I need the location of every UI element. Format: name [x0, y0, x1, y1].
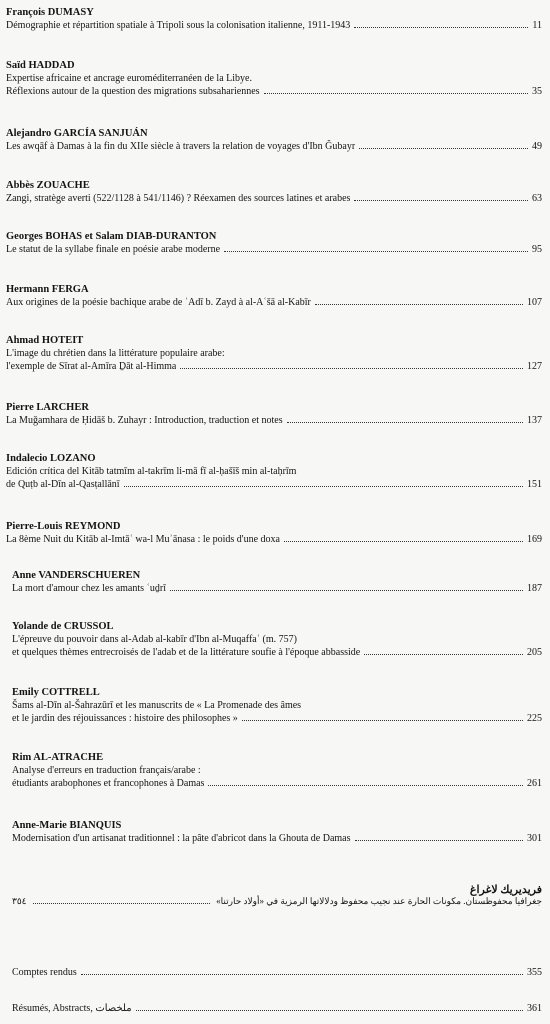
entry-author: Georges BOHAS et Salam DIAB-DURANTON: [6, 231, 217, 242]
dot-leader: [364, 646, 523, 655]
entry-title: de Quṭb al-Dīn al-Qasṭallānī: [6, 479, 120, 490]
page-number: 301: [527, 833, 542, 844]
page-number: 95: [532, 244, 542, 255]
entry-title: Zangi, stratège averti (522/1128 à 541/1146) ? Réexamen des sources latines et arabes: [6, 193, 351, 204]
entry-title: Réflexions autour de la question des migrations subsahariennes: [6, 86, 260, 97]
entry-author: Emily COTTRELL: [12, 687, 100, 698]
entry-title: étudiants arabophones et francophones à Damas: [12, 778, 205, 789]
entry-title-line: [6, 19, 542, 32]
toc-entry: [6, 230, 542, 256]
toc-entry: [6, 401, 542, 427]
page-number: 49: [532, 141, 542, 152]
dot-leader: [124, 478, 523, 487]
page-number: 261: [527, 778, 542, 789]
entry-title: Analyse d'erreurs en traduction français/arabe :: [12, 765, 201, 776]
entry-author: Anne-Marie BIANQUIS: [12, 820, 122, 831]
entry-author: Hermann FERGA: [6, 284, 89, 295]
toc-entry: [12, 751, 542, 790]
entry-title-line: [12, 966, 542, 979]
entry-title-line: [6, 478, 542, 491]
arabic-entry-title: جغرافيا محفوظستان. مكونات الحارة عند نجيب محفوظ ودلالاتها الرمزية في «أولاد حارتنا»: [216, 896, 542, 906]
page-number: 169: [527, 534, 542, 545]
entry-author: Yolande de CRUSSOL: [12, 621, 114, 632]
arabic-toc-entry: [12, 883, 542, 907]
entry-title: et quelques thèmes entrecroisés de l'adab et de la littérature soufie à l'époque abbasside: [12, 647, 361, 658]
entry-title-line: [6, 296, 542, 309]
toc-entry: [6, 334, 542, 373]
entry-title: l'exemple de Sīrat al-Amīra Ḏāt al-Himma: [6, 361, 177, 372]
toc-entry: [6, 127, 542, 153]
entry-author: Alejandro GARCÍA SANJUÁN: [6, 128, 148, 139]
dot-leader: [355, 832, 523, 841]
dot-leader: [33, 896, 211, 904]
entry-title: Les awqāf à Damas à la fin du XIIe siècle à travers la relation de voyages d'Ibn Ǧubayr: [6, 141, 356, 152]
entry-author: Anne VANDERSCHUEREN: [12, 570, 141, 581]
entry-title-line: [12, 1002, 542, 1015]
entry-title: La mort d'amour chez les amants ʿuḏrī: [12, 583, 166, 594]
entry-author: Rim AL-ATRACHE: [12, 752, 104, 763]
toc-entry: [6, 59, 542, 98]
page-number: 151: [527, 479, 542, 490]
entry-title: Aux origines de la poésie bachique arabe de ʿAdī b. Zayd à al-Aʿšā al-Kabīr: [6, 297, 311, 308]
page-number: 187: [527, 583, 542, 594]
toc-entry: [12, 620, 542, 659]
entry-title: L'image du chrétien dans la littérature populaire arabe:: [6, 348, 225, 359]
entry-author: Indalecio LOZANO: [6, 453, 96, 464]
entry-title-line: [6, 192, 542, 205]
toc-entry: [6, 179, 542, 205]
dot-leader: [354, 19, 528, 28]
entry-title: Šams al-Dīn al-Šahrazūrī et les manuscrits de « La Promenade des âmes: [12, 700, 302, 711]
entry-title-line: [6, 533, 542, 546]
entry-title-line: [12, 777, 542, 790]
entry-title-line: [6, 243, 542, 256]
toc-entry-abstracts: [12, 1002, 542, 1015]
entry-title: Comptes rendus: [12, 967, 77, 978]
toc-entry-reviews: [12, 966, 542, 979]
page-number: 137: [527, 415, 542, 426]
dot-leader: [208, 777, 523, 786]
dot-leader: [354, 192, 528, 201]
entry-title: Modernisation d'un artisanat traditionnel : la pâte d'abricot dans la Ghouta de Damas: [12, 833, 351, 844]
entry-title: Expertise africaine et ancrage euroméditerranéen de la Libye.: [6, 73, 252, 84]
page-number: 205: [527, 647, 542, 658]
entry-title: Résumés, Abstracts, ملخصات: [12, 1003, 132, 1014]
entry-title: et le jardin des réjouissances : histoire des philosophes »: [12, 713, 238, 724]
page-number: 35: [532, 86, 542, 97]
toc-entry: [12, 569, 542, 595]
page-number: 63: [532, 193, 542, 204]
entry-title: La Muǧamhara de Ḥidāš b. Zuhayr : Introduction, traduction et notes: [6, 415, 283, 426]
toc-entry: [6, 283, 542, 309]
arabic-entry-title-line: [12, 896, 542, 907]
dot-leader: [284, 533, 523, 542]
dot-leader: [180, 360, 523, 369]
dot-leader: [136, 1002, 523, 1011]
entry-title: La 8ème Nuit du Kitāb al-Imtāʿ wa-l Muʾānasa : le poids d'une doxa: [6, 534, 280, 545]
page-number: 11: [532, 20, 542, 31]
dot-leader: [287, 414, 523, 423]
arabic-entry-author: فريديريك لاغراغ: [469, 884, 542, 896]
dot-leader: [315, 296, 523, 305]
entry-title-line: [6, 360, 542, 373]
toc-entry: [12, 819, 542, 845]
entry-author: Pierre LARCHER: [6, 402, 89, 413]
toc-entry: [6, 6, 542, 32]
entry-title-line: [12, 646, 542, 659]
entry-author: François DUMASY: [6, 7, 94, 18]
entry-author: Ahmad HOTEIT: [6, 335, 84, 346]
dot-leader: [359, 140, 528, 149]
entry-title: Edición crítica del Kitāb tatmīm al-takrīm li-mā fī al-ḥašīš min al-taḥrīm: [6, 466, 297, 477]
toc-entry: [12, 686, 542, 725]
page-number: 355: [527, 967, 542, 978]
dot-leader: [264, 85, 528, 94]
dot-leader: [224, 243, 528, 252]
page-number: 107: [527, 297, 542, 308]
dot-leader: [81, 966, 523, 975]
entry-author: Saïd HADDAD: [6, 60, 75, 71]
entry-title-line: [6, 85, 542, 98]
dot-leader: [242, 712, 523, 721]
page-number: 127: [527, 361, 542, 372]
entry-title-line: [12, 712, 542, 725]
page-number: ٣٥٤: [12, 896, 27, 906]
entry-title: Le statut de la syllabe finale en poésie arabe moderne: [6, 244, 221, 255]
entry-title: L'épreuve du pouvoir dans al-Adab al-kabīr d'Ibn al-Muqaffaʿ (m. 757): [12, 634, 297, 645]
entry-author: Abbès ZOUACHE: [6, 180, 90, 191]
page-number: 225: [527, 713, 542, 724]
entry-title-line: [12, 582, 542, 595]
dot-leader: [170, 582, 523, 591]
toc-entry: [6, 452, 542, 491]
entry-author: Pierre-Louis REYMOND: [6, 521, 121, 532]
entry-title: Démographie et répartition spatiale à Tripoli sous la colonisation italienne, 1911-1943: [6, 20, 351, 31]
page-number: 361: [527, 1003, 542, 1014]
entry-title-line: [12, 832, 542, 845]
entry-title-line: [6, 140, 542, 153]
toc-entry: [6, 520, 542, 546]
entry-title-line: [6, 414, 542, 427]
